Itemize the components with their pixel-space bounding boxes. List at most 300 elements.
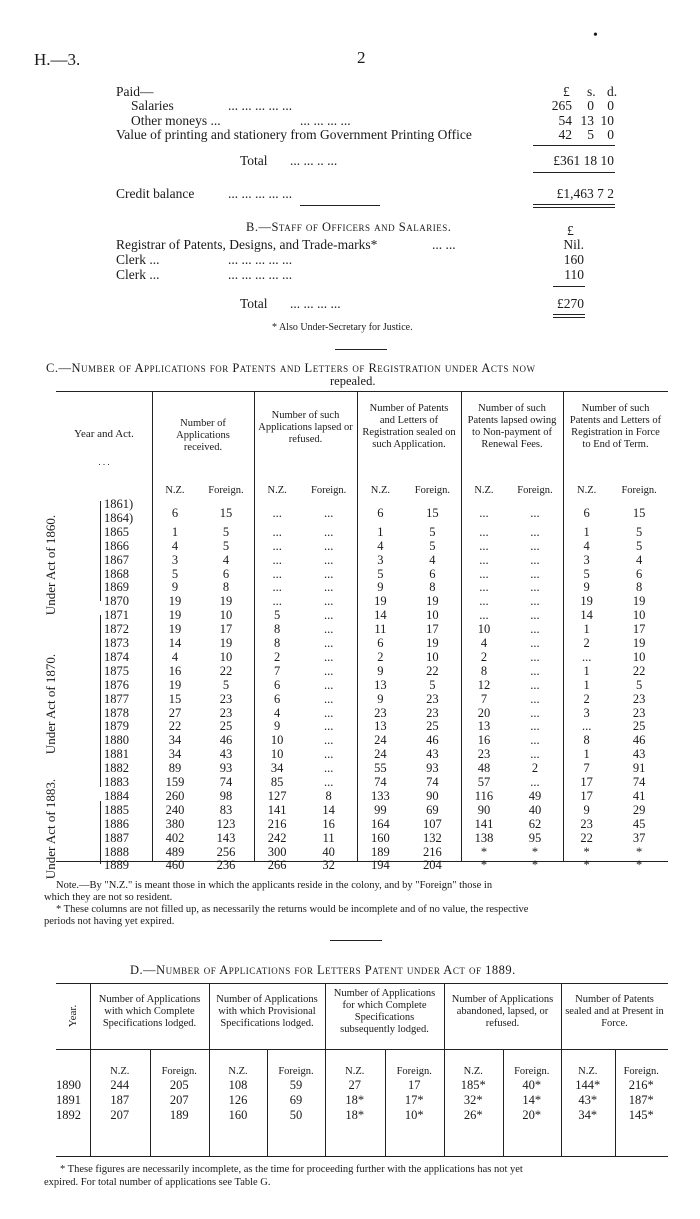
year-act-header: Year and Act.	[74, 428, 134, 440]
sub-header-nz: N.Z.	[474, 485, 494, 496]
table-cell: 5	[377, 566, 384, 581]
table-cell: 26*	[463, 1108, 483, 1122]
sub-header-nz: N.Z.	[345, 1066, 365, 1077]
table-cell: 8	[274, 622, 281, 637]
table-cell: 6	[429, 566, 436, 581]
table-cell: 23	[580, 816, 593, 831]
table-cell: 107	[423, 816, 442, 831]
year-cell: 1874	[104, 649, 129, 664]
table-cell: 50	[289, 1108, 303, 1122]
table-cell: ...	[272, 566, 282, 581]
table-cell: ...	[530, 733, 540, 748]
table-cell: ...	[323, 761, 334, 776]
table-cell: ...	[323, 649, 334, 664]
year-cell: 1869	[104, 580, 129, 595]
salaries-pounds: 265	[551, 98, 572, 113]
table-cell: 8	[222, 580, 230, 595]
table-cell: 4	[583, 538, 590, 553]
year-cell: 1885	[104, 802, 129, 817]
table-cell: ...	[530, 705, 540, 720]
table-cell: ...	[530, 538, 540, 553]
table-cell: 90	[477, 802, 491, 817]
table-cell: 13	[477, 719, 491, 734]
table-cell: 14	[168, 636, 182, 650]
table-cell: 260	[165, 788, 185, 803]
table-cell: 37	[632, 830, 646, 845]
table-cell: 43	[632, 747, 646, 762]
table-cell: 19	[426, 594, 439, 609]
table-cell: 132	[423, 830, 442, 845]
table-cell: 2	[583, 636, 590, 650]
table-cell: 85	[270, 775, 284, 789]
table-cell: *	[531, 844, 539, 859]
table-cell: ...	[323, 747, 334, 762]
table-cell: 5	[429, 538, 436, 553]
clerk-1-label: Clerk ...	[116, 252, 160, 267]
table-cell: ...	[479, 580, 489, 595]
bracket	[100, 501, 101, 601]
section-c-title-cont: repealed.	[330, 374, 376, 388]
table-cell: 16	[322, 816, 335, 831]
table-cell: 4	[274, 705, 281, 720]
table-cell: 15	[632, 505, 646, 520]
year-cell: 1882	[104, 761, 129, 776]
table-cell: 141	[267, 802, 287, 817]
table-cell: 4	[636, 552, 643, 567]
table-cell: 5	[583, 566, 590, 581]
year-cell: 1883	[104, 775, 129, 789]
table-cell: 266	[267, 858, 287, 873]
table-cell: 159	[165, 775, 185, 789]
registrar-value: Nil.	[563, 237, 584, 252]
sub-header-nz: N.Z.	[165, 485, 185, 496]
table-cell: 10	[219, 649, 233, 664]
table-cell: ...	[479, 505, 489, 520]
registrar-dots: ... ...	[432, 237, 456, 252]
clerk-1-value: 160	[563, 252, 584, 267]
year-cell: 1889	[104, 858, 129, 873]
table-cell: 95	[528, 830, 542, 845]
table-cell: ...	[323, 594, 334, 609]
table-cell: 23	[426, 691, 439, 706]
table-cell: 1	[377, 524, 384, 539]
table-cell: 133	[371, 788, 390, 803]
table-cell: 23	[426, 705, 439, 720]
table-cell: 9	[583, 580, 590, 595]
table-cell: ...	[479, 566, 489, 581]
divider	[335, 349, 387, 350]
table-cell: 164	[371, 816, 390, 831]
sub-header-foreign: Foreign.	[208, 485, 244, 496]
table-cell: 46	[426, 733, 439, 748]
table-cell: 402	[165, 830, 185, 845]
table-cell: 22	[632, 663, 646, 678]
clerk-2-label: Clerk ...	[116, 267, 160, 282]
table-cell: ...	[272, 524, 282, 539]
table-cell: 24	[374, 747, 387, 762]
table-cell: 17	[408, 1078, 421, 1092]
year-cell: 1868	[104, 566, 129, 581]
year-cell: 1886	[104, 816, 129, 831]
table-cell: 90	[426, 788, 439, 803]
table-cell: ...	[530, 552, 540, 567]
table-cell: 11	[374, 622, 387, 637]
table-cell: 10	[426, 608, 439, 623]
paid-label: Paid—	[116, 84, 154, 99]
table-cell: 489	[165, 844, 185, 859]
table-cell: ...	[323, 677, 334, 692]
table-cell: 13	[374, 677, 387, 692]
bracket	[100, 615, 101, 787]
table-cell: 16	[477, 733, 491, 748]
rule	[553, 314, 585, 315]
table-cell: 9	[377, 580, 384, 595]
table-cell: 9	[171, 580, 179, 595]
table-cell: ...	[479, 552, 489, 567]
table-cell: 5	[222, 677, 230, 692]
table-cell: ...	[530, 580, 540, 595]
table-cell: 1	[583, 524, 590, 539]
table-cell: 7	[480, 691, 488, 706]
table-cell: 74	[632, 775, 646, 789]
table-cell: ...	[530, 636, 540, 650]
table-cell: 4	[171, 538, 179, 553]
table-cell: 5	[636, 677, 643, 692]
table-cell: ...	[323, 636, 334, 650]
year-cell: 1881	[104, 747, 129, 762]
table-cell: 27	[348, 1078, 361, 1092]
table-cell: 19	[168, 622, 182, 637]
table-cell: 4	[429, 552, 436, 567]
table-cell: 216	[267, 816, 287, 831]
table-cell: 5	[429, 677, 436, 692]
column-header: Number of Applications abandoned, lapsed, or refused.	[451, 994, 554, 1029]
table-cell: 24	[374, 733, 387, 748]
printing-pence: 0	[607, 127, 614, 142]
printing-label: Value of printing and stationery from Government Printing Office	[116, 127, 472, 142]
table-cell: 19	[168, 677, 182, 692]
table-cell: ...	[323, 705, 334, 720]
table-cell: 2	[377, 649, 384, 664]
table-cell: 43	[426, 747, 439, 762]
table-cell: 7	[583, 761, 590, 776]
table-cell: 205	[169, 1078, 189, 1092]
table-cell: 145*	[628, 1108, 654, 1122]
table-cell: 17	[632, 622, 646, 637]
column-header: Number of Applications with which Complete Specifications lodged.	[98, 994, 201, 1029]
table-cell: 14*	[522, 1093, 542, 1107]
table-cell: ...	[323, 663, 334, 678]
table-cell: 19	[580, 594, 593, 609]
table-cell: 25	[632, 719, 646, 734]
table-cell: 20	[477, 705, 491, 720]
year-cell: 1866	[104, 538, 129, 553]
clerk-2-value: 110	[564, 267, 584, 282]
table-cell: 16	[168, 663, 182, 678]
sub-header-nz: N.Z.	[370, 485, 391, 496]
table-cell: 6	[377, 636, 384, 650]
table-cell: 49	[528, 788, 542, 803]
other-moneys-label: Other moneys ...	[131, 113, 221, 128]
page-number: 2	[357, 48, 366, 67]
table-cell: 4	[171, 649, 179, 664]
salaries-shillings: 0	[587, 98, 594, 113]
year-cell: 1890	[56, 1078, 81, 1092]
column-header: Number of such Applications lapsed or refused.	[258, 410, 353, 445]
table-cell: 256	[216, 844, 236, 859]
year-header: Year.	[67, 1004, 79, 1028]
table-cell: 10*	[404, 1108, 424, 1122]
table-cell: 10	[426, 649, 439, 664]
table-cell: 43*	[578, 1093, 598, 1107]
table-cell: 98	[219, 788, 233, 803]
table-cell: 143	[216, 830, 236, 845]
table-cell: 126	[228, 1093, 248, 1107]
sub-header-foreign: Foreign.	[623, 1066, 659, 1077]
section-d-footnote: * These figures are necessarily incomplete, as the time for proceeding further with the applications has not yet	[60, 1164, 523, 1175]
table-cell: 6	[583, 505, 590, 520]
clerk-1-dots: ... ... ... ... ...	[228, 252, 293, 267]
table-cell: ...	[479, 538, 489, 553]
table-cell: 23	[477, 747, 491, 762]
year-cell: 1865	[104, 524, 129, 539]
table-cell: 15	[168, 691, 182, 706]
rule	[553, 317, 585, 318]
table-cell: 17	[580, 775, 593, 789]
sub-header-foreign: Foreign.	[161, 1066, 197, 1077]
table-cell: 3	[171, 552, 179, 567]
column-header: Number of Applications with which Provisional Specifications lodged.	[216, 994, 318, 1029]
section-d-footnote-cont: expired. For total number of applications see Table G.	[44, 1177, 271, 1188]
table-cell: 144*	[575, 1078, 601, 1092]
table-cell: 1	[583, 747, 590, 762]
table-cell: ...	[272, 594, 282, 609]
table-cell: 207	[110, 1108, 130, 1122]
year-cell: 1892	[56, 1108, 81, 1122]
paid-total-value: £361 18 10	[553, 153, 614, 168]
act-label: Under Act of 1870.	[43, 653, 58, 755]
table-cell: 5	[636, 524, 643, 539]
table-cell: 242	[267, 830, 287, 845]
table-cell: 45	[632, 816, 646, 831]
table-cell: 20*	[522, 1108, 542, 1122]
table-cell: 5	[222, 538, 230, 553]
divider	[330, 940, 382, 941]
table-cell: ...	[530, 691, 540, 706]
table-cell: 5	[222, 524, 230, 539]
table-cell: 93	[219, 761, 233, 776]
table-cell: ...	[530, 524, 540, 539]
column-header: Number of Applications for which Complete Specifications subsequently lodged.	[333, 988, 436, 1035]
table-cell: 3	[583, 552, 590, 567]
table-cell: 9	[583, 802, 590, 817]
table-cell: 10	[270, 733, 284, 748]
table-cell: 240	[165, 802, 185, 817]
table-cell: 40	[528, 802, 542, 817]
table-rule	[56, 1156, 668, 1157]
table-cell: ...	[323, 524, 334, 539]
table-cell: 194	[371, 858, 390, 873]
divider	[300, 205, 380, 206]
table-cell: 18*	[345, 1093, 365, 1107]
table-cell: ...	[323, 775, 334, 789]
table-cell: *	[583, 844, 590, 859]
table-cell: 244	[110, 1078, 130, 1092]
sub-header-foreign: Foreign.	[621, 485, 657, 496]
table-cell: 8	[636, 580, 643, 595]
section-b-total-dots: ... ... ... ...	[290, 296, 341, 311]
table-cell: 187	[110, 1093, 130, 1107]
table-cell: 6	[274, 677, 281, 692]
table-cell: *	[636, 858, 643, 873]
table-cell: 62	[528, 816, 542, 831]
table-cell: ...	[530, 677, 540, 692]
table-cell: 46	[632, 733, 646, 748]
section-b-total-label: Total	[240, 296, 268, 311]
table-cell: 29	[632, 802, 646, 817]
salaries-dots: ... ... ... ... ...	[228, 98, 293, 113]
table-cell: 1	[583, 677, 590, 692]
table-cell: 74	[374, 775, 387, 789]
section-c-note: Note.—By "N.Z." is meant those in which the applicants reside in the colony, and by "Foreign" those in	[56, 880, 493, 891]
table-cell: 19	[374, 594, 387, 609]
table-cell: 89	[168, 761, 182, 776]
table-cell: 43	[219, 747, 233, 762]
table-cell: 187*	[628, 1093, 654, 1107]
table-cell: 22	[580, 830, 593, 845]
year-cell: 1870	[104, 594, 129, 609]
table-cell: ...	[323, 505, 334, 520]
table-cell: 2	[531, 761, 539, 776]
table-cell: ...	[323, 566, 334, 581]
section-c-footnote-cont: periods not having yet expired.	[44, 916, 175, 927]
year-cell: 1880	[104, 733, 129, 748]
table-cell: ...	[323, 608, 334, 623]
act-label: Under Act of 1883.	[43, 778, 58, 880]
year-cell: 1861)	[104, 497, 134, 511]
salaries-label: Salaries	[131, 98, 174, 113]
column-header: Number of Patents and Letters of Registration sealed on such Application.	[362, 403, 456, 450]
table-cell: 380	[165, 816, 185, 831]
table-cell: 32*	[463, 1093, 483, 1107]
column-header: Number of such Patents lapsed owing to Non-payment of Renewal Fees.	[467, 403, 557, 450]
table-cell: 69	[426, 802, 439, 817]
year-cell: 1887	[104, 830, 129, 845]
table-cell: ...	[530, 566, 540, 581]
sub-header-foreign: Foreign.	[514, 1066, 550, 1077]
table-cell: ...	[272, 505, 282, 520]
sub-header-foreign: Foreign.	[278, 1066, 314, 1077]
table-cell: ...	[479, 608, 489, 623]
table-cell: 27	[168, 705, 182, 720]
paid-total-label: Total	[240, 153, 268, 168]
table-cell: 10	[219, 608, 233, 623]
table-cell: 460	[165, 858, 185, 873]
table-cell: 3	[583, 705, 590, 720]
table-cell: 10	[477, 622, 491, 637]
table-cell: 6	[636, 566, 643, 581]
year-cell: 1891	[56, 1093, 81, 1107]
rule	[533, 172, 615, 173]
section-c-footnote: * These columns are not filled up, as necessarily the returns would be incomplete and of no value, the respective	[56, 904, 529, 915]
year-cell: 1884	[104, 788, 129, 803]
table-cell: 4	[480, 636, 488, 650]
table-cell: 23	[632, 705, 646, 720]
table-cell: 19	[219, 636, 233, 650]
table-cell: 6	[222, 566, 230, 581]
sub-header-foreign: Foreign.	[311, 485, 347, 496]
table-cell: 22	[426, 663, 439, 678]
table-cell: 5	[636, 538, 643, 553]
year-cell: 1873	[104, 636, 129, 650]
year-cell: 1876	[104, 677, 129, 692]
printing-shillings: 5	[587, 127, 594, 142]
table-cell: 93	[426, 761, 439, 776]
registrar-label: Registrar of Patents, Designs, and Trade-marks*	[116, 237, 378, 252]
table-cell: 25	[426, 719, 439, 734]
table-cell: 91	[632, 761, 646, 776]
table-cell: 8	[583, 733, 590, 748]
table-cell: 10	[632, 649, 646, 664]
year-cell: 1878	[104, 705, 129, 720]
table-cell: 17	[426, 622, 439, 637]
table-cell: ...	[530, 747, 540, 762]
sub-header-nz: N.Z.	[578, 1066, 598, 1077]
table-cell: 34	[168, 733, 182, 748]
printing-pounds: 42	[558, 127, 572, 142]
section-b-currency: £	[567, 223, 574, 238]
column-header: Number of such Patents and Letters of Registration in Force to End of Term.	[569, 403, 662, 450]
table-cell: 8	[325, 788, 332, 803]
table-cell: 74	[219, 775, 233, 789]
sub-header-nz: N.Z.	[463, 1066, 483, 1077]
table-cell: 19	[426, 636, 439, 650]
table-cell: 207	[169, 1093, 189, 1107]
table-cell: ...	[323, 580, 334, 595]
table-cell: 10	[632, 608, 646, 623]
table-cell: 8	[429, 580, 436, 595]
table-cell: 7	[274, 663, 281, 678]
table-cell: ...	[323, 538, 334, 553]
credit-balance-dots: ... ... ... ... ...	[228, 186, 293, 201]
year-cell: 1872	[104, 622, 129, 637]
table-cell: 15	[219, 505, 233, 520]
sub-header-nz: N.Z.	[228, 1066, 248, 1077]
table-cell: 1	[171, 524, 179, 539]
table-cell: ...	[479, 524, 489, 539]
act-label: Under Act of 1860.	[43, 514, 58, 615]
column-header: Number of Patents sealed and at Present in Force.	[565, 994, 664, 1029]
table-cell: 2	[274, 649, 281, 664]
table-cell: 34	[270, 761, 284, 776]
table-cell: 2	[583, 691, 590, 706]
table-cell: ...	[530, 505, 540, 520]
table-cell: 17	[219, 622, 233, 637]
table-cell: ...	[530, 594, 540, 609]
table-cell: ...	[323, 552, 334, 567]
table-cell: *	[480, 844, 488, 859]
table-cell: 57	[477, 775, 491, 789]
table-cell: ...	[581, 649, 592, 664]
table-cell: ...	[581, 719, 592, 734]
table-cell: ...	[530, 608, 540, 623]
year-cell: 1877	[104, 691, 129, 706]
table-cell: 9	[377, 691, 384, 706]
table-cell: 8	[480, 663, 488, 678]
table-cell: 40	[322, 844, 335, 859]
table-cell: 160	[371, 830, 390, 845]
table-cell: 23	[219, 691, 233, 706]
